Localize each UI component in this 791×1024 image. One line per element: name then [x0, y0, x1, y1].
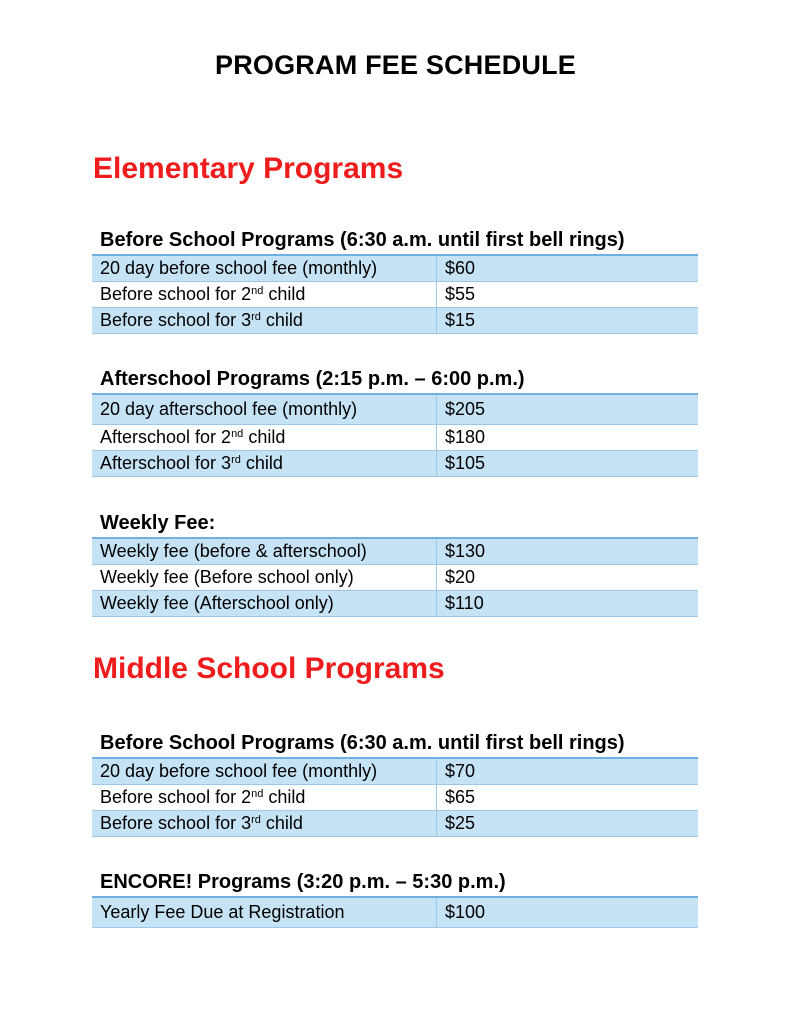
table-row	[92, 282, 698, 308]
group-title: Afterschool Programs (2:15 p.m. – 6:00 p.m.)	[100, 368, 525, 390]
table-row	[92, 255, 698, 282]
fee-price: $205	[437, 394, 699, 425]
section-heading-elementary: Elementary Programs	[93, 152, 404, 185]
group-title: Before School Programs (6:30 a.m. until first bell rings)	[100, 229, 625, 251]
group-title: Before School Programs (6:30 a.m. until first bell rings)	[100, 732, 625, 754]
fee-price: $70	[437, 758, 699, 785]
group-title: ENCORE! Programs (3:20 p.m. – 5:30 p.m.)	[100, 871, 506, 893]
fee-label: 20 day afterschool fee (monthly)	[92, 394, 437, 425]
fee-price: $65	[445, 787, 476, 807]
fee-label: Afterschool for 3rd child	[92, 451, 437, 477]
group-elementary-afterschool	[92, 367, 698, 477]
fee-table	[92, 537, 698, 617]
fee-label: Weekly fee (before & afterschool)	[92, 538, 437, 565]
table-row	[92, 565, 698, 591]
table-row	[92, 591, 698, 617]
fee-table	[92, 896, 698, 928]
fee-table	[92, 254, 698, 334]
fee-label: Weekly fee (Before school only)	[92, 565, 437, 591]
group-elementary-weekly-fee	[92, 511, 698, 617]
group-title: Weekly Fee:	[100, 512, 216, 534]
fee-price: $100	[437, 897, 699, 928]
fee-label: Before school for 2nd child	[92, 282, 437, 308]
fee-label: Afterschool for 2nd child	[92, 425, 437, 451]
fee-table	[92, 757, 698, 837]
fee-price: $25	[437, 811, 699, 837]
fee-label: Before school for 2nd child	[92, 785, 437, 811]
fee-price: $60	[437, 255, 699, 282]
page-title: PROGRAM FEE SCHEDULE	[214, 50, 577, 80]
fee-label: Before school for 3rd child	[92, 811, 437, 837]
fee-price: $105	[437, 451, 699, 477]
fee-label: Yearly Fee Due at Registration	[92, 897, 437, 928]
group-elementary-before-school	[92, 228, 698, 334]
fee-price: $20	[445, 567, 476, 587]
fee-label: 20 day before school fee (monthly)	[92, 255, 437, 282]
table-row	[92, 538, 698, 565]
table-row	[92, 897, 698, 928]
fee-price: $180	[445, 427, 486, 447]
fee-label: 20 day before school fee (monthly)	[92, 758, 437, 785]
table-row	[92, 785, 698, 811]
group-middle-before-school	[92, 731, 698, 837]
table-row	[92, 394, 698, 425]
fee-price: $110	[437, 591, 699, 617]
fee-price: $130	[437, 538, 699, 565]
fee-label: Weekly fee (Afterschool only)	[92, 591, 437, 617]
table-row	[92, 425, 698, 451]
fee-label: Before school for 3rd child	[92, 308, 437, 334]
fee-table	[92, 393, 698, 477]
fee-price: $55	[445, 284, 476, 304]
table-row	[92, 811, 698, 837]
section-heading-middle-school: Middle School Programs	[93, 652, 445, 685]
table-row	[92, 758, 698, 785]
table-row	[92, 451, 698, 477]
group-middle-encore	[92, 870, 698, 928]
fee-price: $15	[437, 308, 699, 334]
table-row	[92, 308, 698, 334]
